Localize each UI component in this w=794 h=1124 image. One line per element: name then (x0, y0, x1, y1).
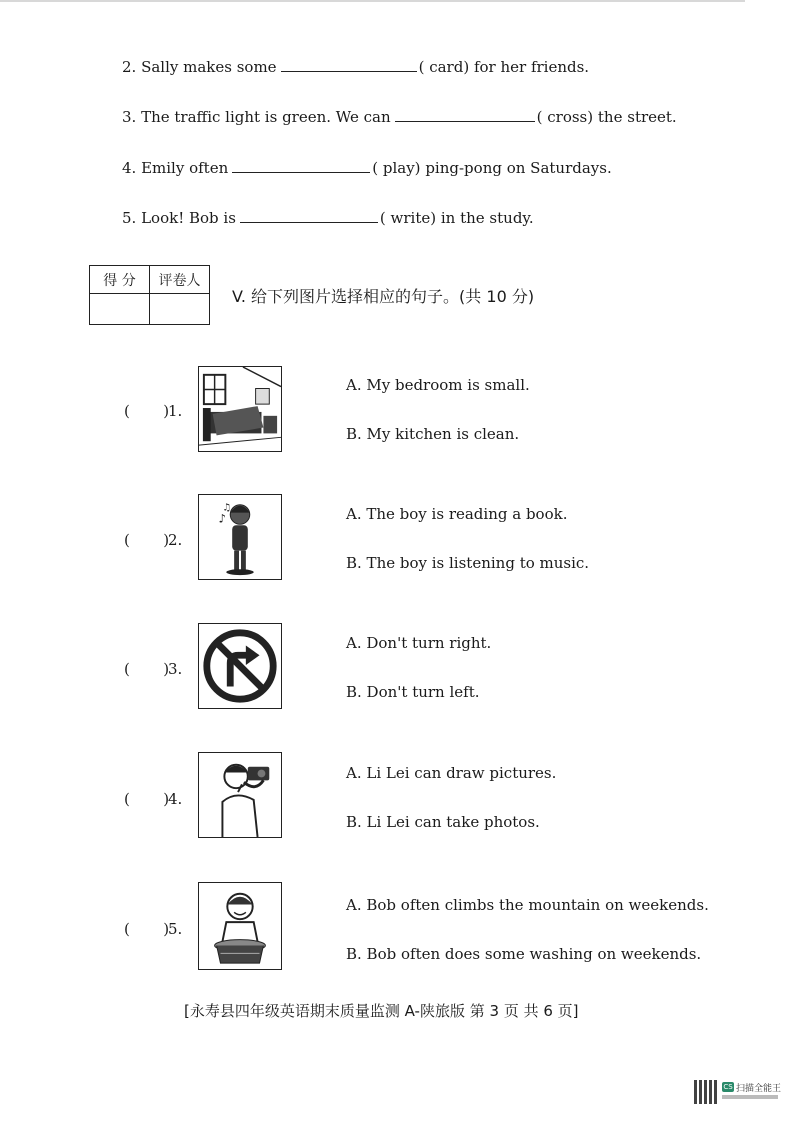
option-a: A. Bob often climbs the mountain on weekends. (346, 896, 709, 914)
man-taking-photo-icon (198, 752, 282, 838)
scanner-name: 扫描全能王 (736, 1084, 782, 1094)
score-label: 得 分 (90, 266, 150, 294)
boy-listening-music-icon (198, 494, 282, 580)
answer-blank[interactable] (281, 70, 417, 72)
word-hint: ( write) (379, 209, 437, 227)
answer-blank[interactable] (395, 120, 535, 122)
option-b: B. My kitchen is clean. (346, 425, 520, 443)
scanner-subtext-bar (722, 1095, 778, 1099)
svg-text:♪: ♪ (218, 511, 226, 526)
fill-in-line-5 (122, 209, 534, 227)
line-text: 2. Sally makes some (122, 58, 277, 76)
answer-paren[interactable]: ( ) (124, 402, 170, 420)
word-hint: ( card) (418, 58, 470, 76)
question-number: 1. (168, 402, 183, 420)
word-hint: ( cross) (536, 108, 594, 126)
option-b: B. Don't turn left. (346, 683, 480, 701)
answer-paren[interactable]: ( ) (124, 920, 170, 938)
option-b: B. The boy is listening to music. (346, 554, 590, 572)
line-text: in the study. (440, 209, 534, 227)
bedroom-picture-icon (198, 366, 282, 452)
fill-in-line-2 (122, 58, 589, 76)
boy-washing-clothes-icon (198, 882, 282, 970)
answer-paren[interactable]: ( ) (124, 790, 170, 808)
score-table (89, 265, 210, 325)
question-number: 2. (168, 531, 183, 549)
question-number: 5. (168, 920, 183, 938)
answer-blank[interactable] (240, 221, 378, 223)
question-number: 4. (168, 790, 183, 808)
answer-blank[interactable] (232, 171, 370, 173)
option-b: B. Li Lei can take photos. (346, 813, 540, 831)
option-b: B. Bob often does some washing on weekends. (346, 945, 702, 963)
line-text: 3. The traffic light is green. We can (122, 108, 391, 126)
answer-paren[interactable]: ( ) (124, 660, 170, 678)
answer-paren[interactable]: ( ) (124, 531, 170, 549)
top-rule (0, 0, 745, 2)
svg-text:♫: ♫ (222, 502, 232, 514)
question-number: 3. (168, 660, 183, 678)
qr-code-icon (694, 1080, 718, 1104)
grader-label: 评卷人 (150, 266, 210, 294)
fill-in-line-3 (122, 108, 677, 126)
line-text: 4. Emily often (122, 159, 229, 177)
option-a: A. My bedroom is small. (346, 376, 530, 394)
no-right-turn-sign-icon (198, 623, 282, 709)
line-text: ping-pong on Saturdays. (425, 159, 612, 177)
option-a: A. Don't turn right. (346, 634, 492, 652)
line-text: 5. Look! Bob is (122, 209, 236, 227)
line-text: the street. (597, 108, 677, 126)
scanner-watermark (694, 1080, 782, 1110)
section-title: V. 给下列图片选择相应的句子。(共 10 分) (232, 287, 535, 306)
fill-in-line-4 (122, 159, 612, 177)
line-text: for her friends. (473, 58, 590, 76)
option-a: A. The boy is reading a book. (346, 505, 568, 523)
scanner-logo-icon: CS (723, 1083, 733, 1091)
word-hint: ( play) (372, 159, 421, 177)
score-cell[interactable] (90, 294, 150, 325)
grader-cell[interactable] (150, 294, 210, 325)
page-footer: [永寿县四年级英语期末质量监测 A-陕旅版 第 3 页 共 6 页] (184, 1002, 579, 1020)
option-a: A. Li Lei can draw pictures. (346, 764, 557, 782)
